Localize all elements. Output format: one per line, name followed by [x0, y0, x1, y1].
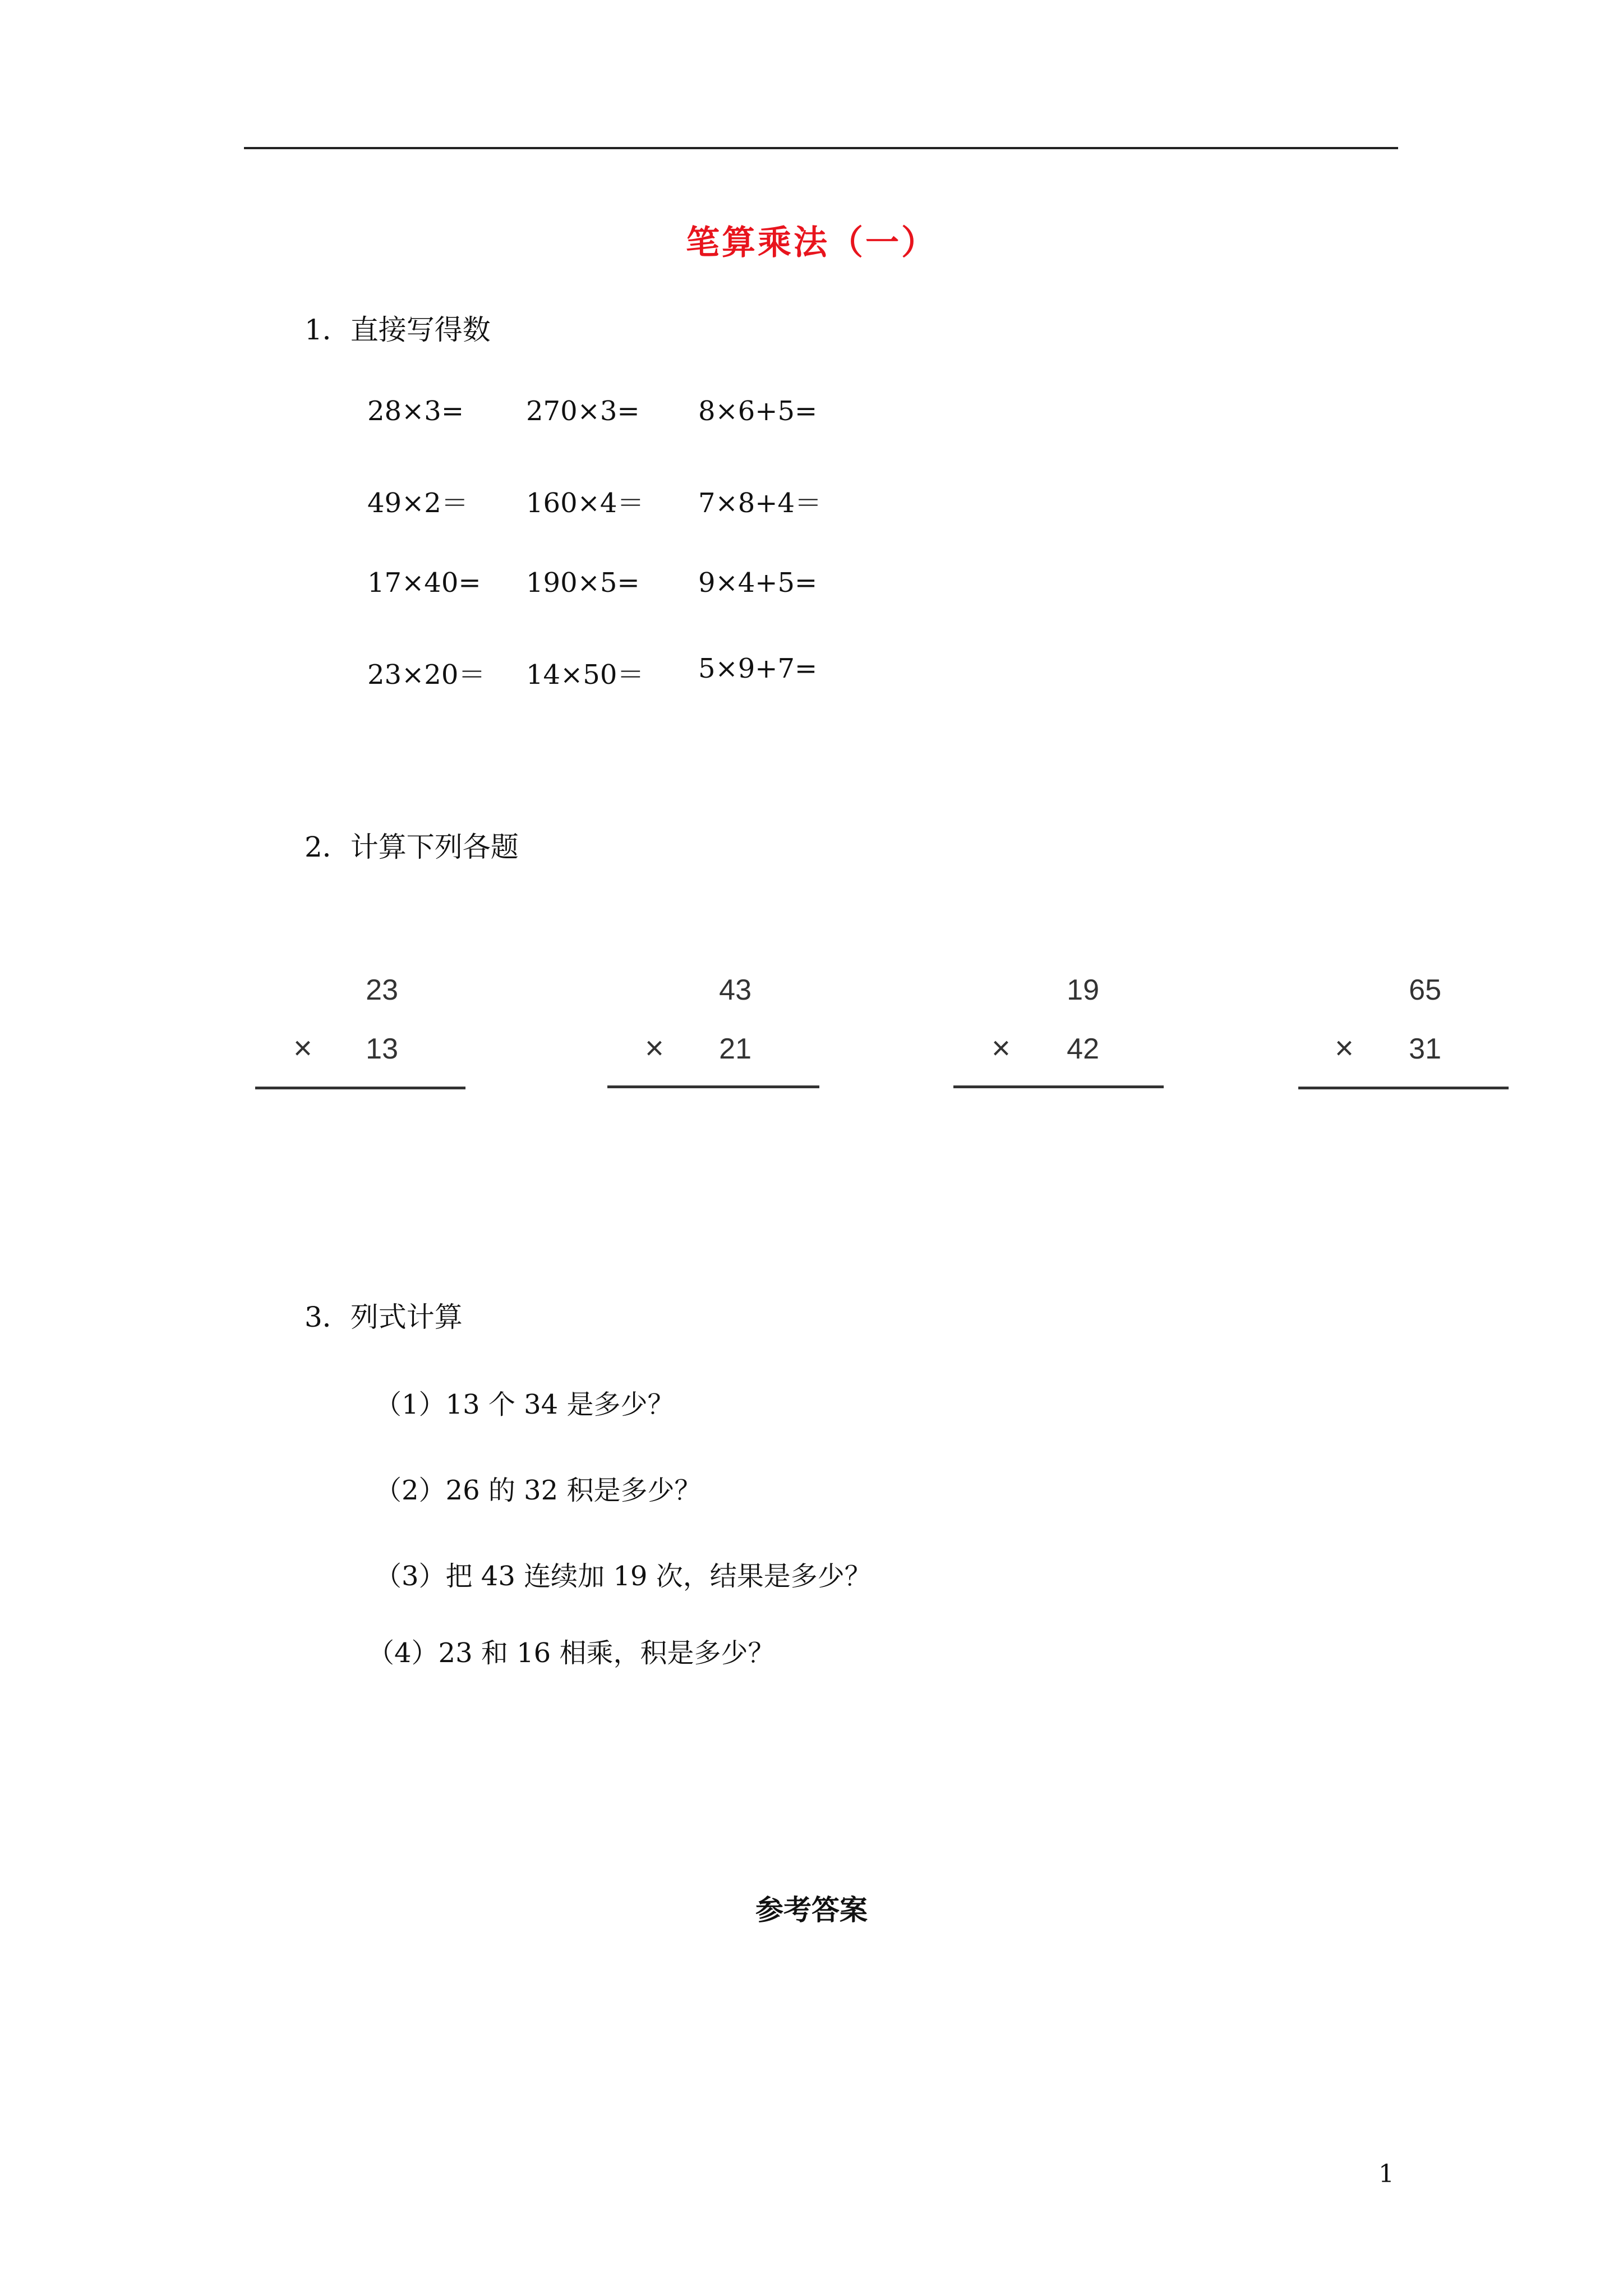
word-problem: （4）23 和 16 相乘，积是多少？ [367, 1637, 775, 1669]
expression: 5×9+7= [698, 653, 818, 684]
vertical-rule [607, 1085, 819, 1088]
multiplicand: 65 [1409, 974, 1441, 1006]
word-problem: （1）13 个 34 是多少？ [375, 1389, 675, 1420]
word-problem: （3）把 43 连续加 19 次，结果是多少？ [375, 1561, 872, 1592]
section-3-heading: 3．列式计算 [305, 1301, 463, 1333]
section-1-heading: 1．直接写得数 [305, 314, 491, 346]
section-2-heading: 2．计算下列各题 [305, 831, 519, 863]
header-rule [244, 147, 1398, 149]
times-sign: × [992, 1030, 1011, 1066]
multiplier: 42 [1067, 1033, 1099, 1065]
expression: 270×3= [526, 395, 640, 427]
multiplicand: 19 [1067, 974, 1099, 1006]
vertical-rule [953, 1085, 1164, 1088]
vertical-rule [1298, 1087, 1509, 1089]
expression: 7×8+4＝ [698, 487, 822, 519]
vertical-rule [255, 1087, 465, 1089]
word-problem: （2）26 的 32 积是多少？ [375, 1475, 702, 1506]
multiplicand: 43 [719, 974, 751, 1006]
page-title: 笔算乘法（一） [686, 223, 937, 263]
times-sign: × [293, 1030, 312, 1066]
expression: 190×5= [526, 567, 640, 599]
expression: 160×4＝ [526, 487, 644, 519]
multiplier: 21 [719, 1033, 751, 1065]
times-sign: × [645, 1030, 664, 1066]
multiplier: 13 [366, 1033, 398, 1065]
expression: 17×40= [367, 567, 481, 599]
multiplier: 31 [1409, 1033, 1441, 1065]
expression: 9×4+5= [698, 567, 818, 599]
expression: 49×2＝ [367, 487, 468, 519]
expression: 14×50＝ [526, 659, 644, 691]
expression: 8×6+5= [698, 395, 818, 427]
expression: 23×20＝ [367, 659, 486, 691]
multiplicand: 23 [366, 974, 398, 1006]
page-number: 1 [1378, 2160, 1394, 2188]
answers-heading: 参考答案 [755, 1893, 868, 1926]
expression: 28×3= [367, 395, 464, 427]
times-sign: × [1335, 1030, 1354, 1066]
